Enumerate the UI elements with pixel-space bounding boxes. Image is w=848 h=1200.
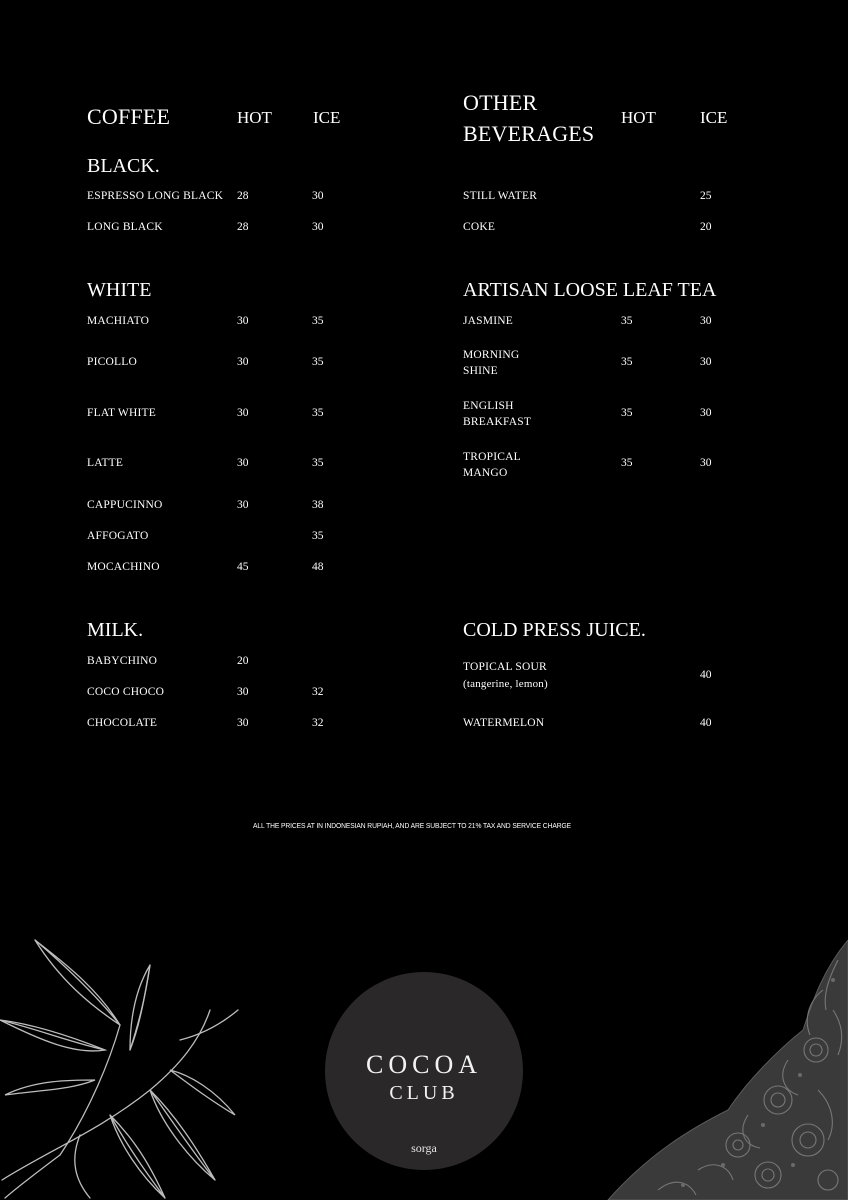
menu-item-hot-price: 30 <box>237 457 249 469</box>
menu-item-name: ESPRESSO LONG BLACK <box>87 190 224 202</box>
menu-item-ice-price: 48 <box>312 561 324 573</box>
logo-tagline: sorga <box>411 1141 437 1155</box>
tea-section-title: ARTISAN LOOSE LEAF TEA <box>463 279 717 301</box>
menu-item-name: MORNING SHINE <box>463 349 520 377</box>
menu-item-name: ENGLISH BREAKFAST <box>463 400 532 428</box>
menu-item-hot-price: 28 <box>237 190 249 202</box>
menu-item-ice-price: 35 <box>312 356 324 368</box>
menu-item-ice-price: 35 <box>312 457 324 469</box>
menu-item-description: (tangerine, lemon) <box>463 678 548 690</box>
menu-item-hot-price: 30 <box>237 356 249 368</box>
menu-item-ice-price: 30 <box>700 457 712 469</box>
batik-ornament-icon <box>588 940 848 1200</box>
menu-item-ice-price: 25 <box>700 190 712 202</box>
menu-item-hot-price: 35 <box>621 315 633 327</box>
menu-item-hot-price: 30 <box>237 717 249 729</box>
menu-item-name: FLAT WHITE <box>87 407 156 419</box>
menu-item-hot-price: 30 <box>237 407 249 419</box>
menu-item-ice-price: 20 <box>700 221 712 233</box>
menu-item-name: MOCACHINO <box>87 561 160 573</box>
menu-item-name: LONG BLACK <box>87 221 163 233</box>
menu-item-name: COCO CHOCO <box>87 686 165 698</box>
juice-section-title: COLD PRESS JUICE. <box>463 619 646 641</box>
milk-section-title: MILK. <box>87 619 144 641</box>
beverages-ice-header: ICE <box>700 108 728 127</box>
other-beverages-title-line1: OTHER <box>463 90 538 115</box>
menu-item-name: PICOLLO <box>87 356 137 368</box>
menu-item-ice-price: 40 <box>700 669 712 681</box>
leaf-branch-icon <box>0 930 240 1200</box>
menu-item-ice-price: 38 <box>312 499 324 511</box>
menu-item-name: CHOCOLATE <box>87 717 158 729</box>
menu-item-hot-price: 45 <box>237 561 249 573</box>
menu-item-hot-price: 35 <box>621 457 633 469</box>
menu-item-name: MACHIATO <box>87 315 150 327</box>
menu-item-ice-price: 30 <box>700 407 712 419</box>
cocoa-club-logo <box>325 972 523 1170</box>
price-disclaimer: ALL THE PRICES AT IN INDONESIAN RUPIAH, AND ARE SUBJECT TO 21% TAX AND SERVICE CHARGE <box>253 823 571 830</box>
menu-item-name: TOPICAL SOUR <box>463 661 547 673</box>
menu-item-name: COKE <box>463 221 496 233</box>
menu-item-hot-price: 35 <box>621 407 633 419</box>
menu-item-hot-price: 35 <box>621 356 633 368</box>
menu-item-ice-price: 35 <box>312 407 324 419</box>
menu-item-name: WATERMELON <box>463 717 545 729</box>
menu-item-hot-price: 30 <box>237 315 249 327</box>
menu-item-hot-price: 20 <box>237 655 249 667</box>
menu-item-hot-price: 30 <box>237 686 249 698</box>
beverages-hot-header: HOT <box>621 108 656 127</box>
menu-item-ice-price: 30 <box>700 315 712 327</box>
other-beverages-title-line2: BEVERAGES <box>463 121 595 146</box>
coffee-title: COFFEE <box>87 104 171 129</box>
menu-item-ice-price: 35 <box>312 315 324 327</box>
logo-title: COCOA <box>365 1050 482 1079</box>
menu-item-ice-price: 32 <box>312 686 324 698</box>
menu-item-name: BABYCHINO <box>87 655 158 667</box>
logo-subtitle: CLUB <box>389 1082 459 1104</box>
menu-item-name: CAPPUCINNO <box>87 499 163 511</box>
white-section-title: WHITE <box>87 279 152 301</box>
menu-item-ice-price: 35 <box>312 530 324 542</box>
menu-item-name: LATTE <box>87 457 124 469</box>
menu-item-ice-price: 30 <box>700 356 712 368</box>
menu-item-name: TROPICAL MANGO <box>463 451 521 479</box>
menu-item-name: AFFOGATO <box>87 530 149 542</box>
black-section-title: BLACK. <box>87 155 160 177</box>
menu-item-ice-price: 32 <box>312 717 324 729</box>
coffee-ice-header: ICE <box>313 108 341 127</box>
menu-item-ice-price: 30 <box>312 221 324 233</box>
menu-item-hot-price: 28 <box>237 221 249 233</box>
menu-item-name: STILL WATER <box>463 190 538 202</box>
menu-item-name: JASMINE <box>463 315 513 327</box>
menu-item-ice-price: 40 <box>700 717 712 729</box>
menu-item-hot-price: 30 <box>237 499 249 511</box>
menu-item-ice-price: 30 <box>312 190 324 202</box>
coffee-hot-header: HOT <box>237 108 272 127</box>
